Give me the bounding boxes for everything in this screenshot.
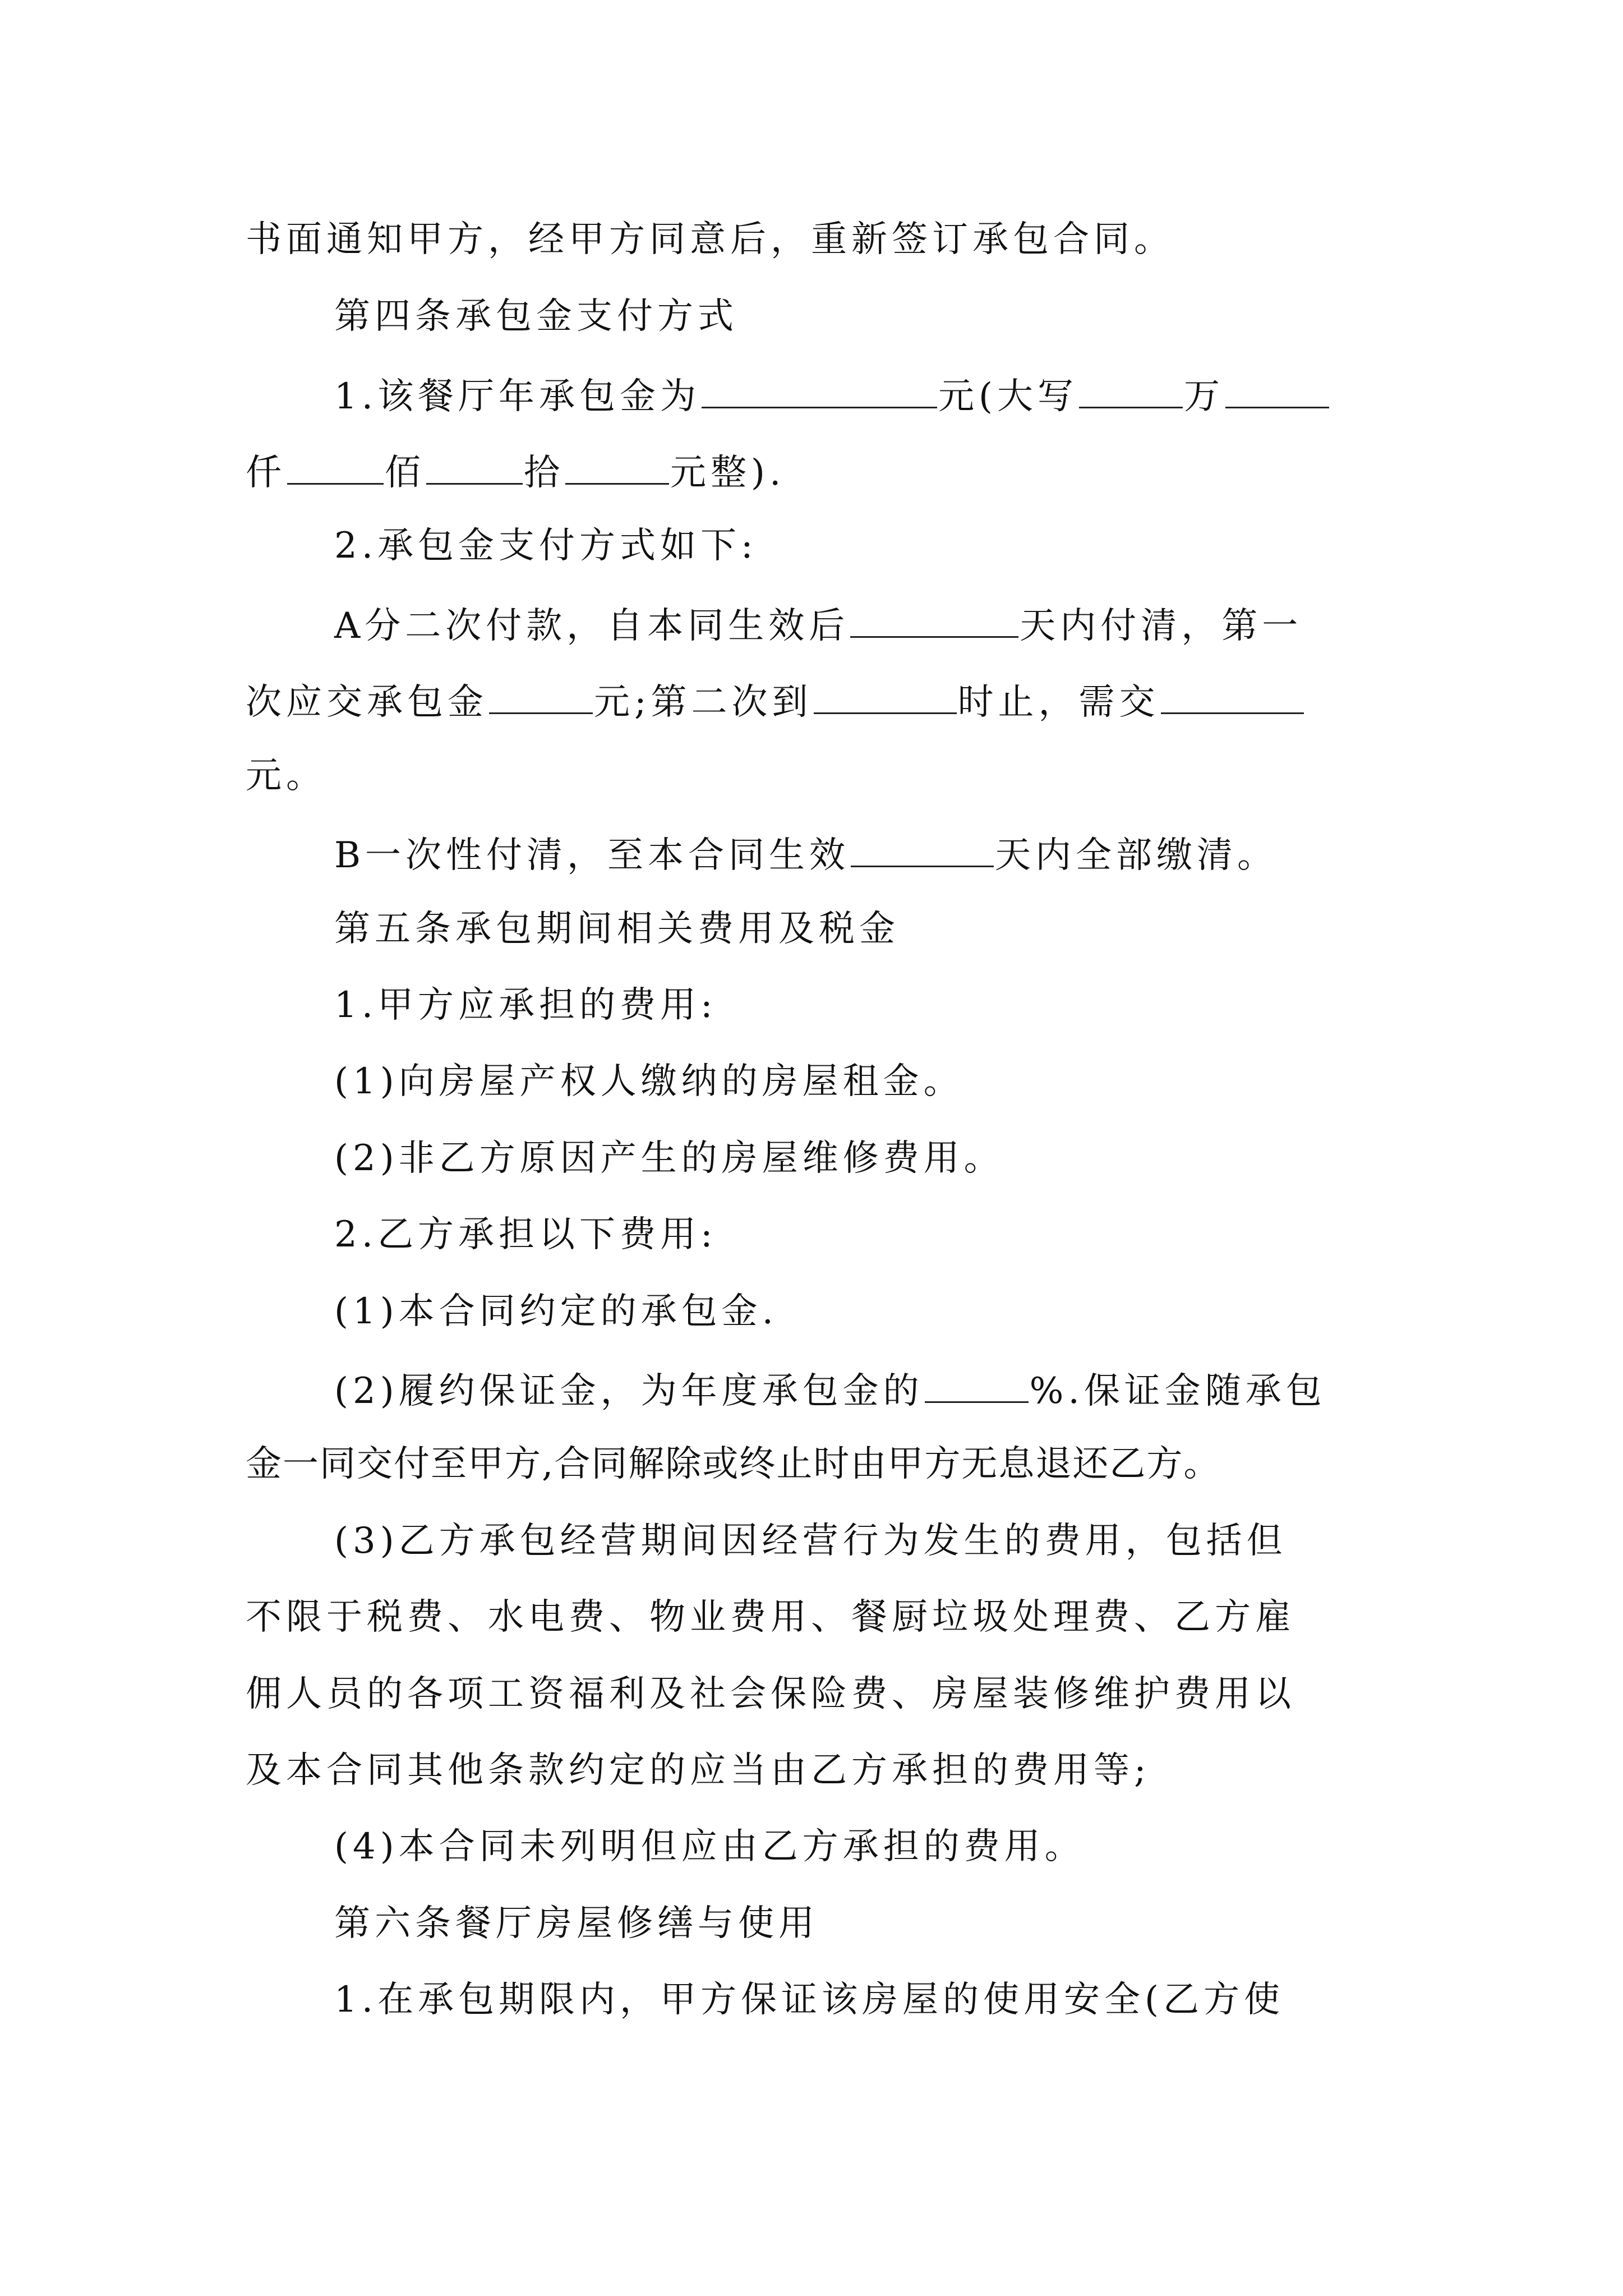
paragraph-line xyxy=(246,1752,1378,1793)
text-run: 1.甲方应承担的费用: xyxy=(334,984,717,1026)
article-heading xyxy=(334,1903,1383,1946)
text-run: (4)本合同未列明但应由乙方承担的费用。 xyxy=(334,1826,1085,1867)
text-run: (2)履约保证金，为年度承包金的 xyxy=(334,1370,924,1412)
paragraph-line xyxy=(246,755,1378,798)
paragraph-line xyxy=(246,452,1378,492)
paragraph-line xyxy=(334,1979,1383,2022)
text-run: 时止，需交 xyxy=(957,682,1160,723)
text-run: 第五条承包期间相关费用及税金 xyxy=(334,908,900,950)
text-run: 次应交承包金 xyxy=(246,682,488,723)
paragraph-line xyxy=(334,1370,1383,1410)
fill-in-blank[interactable] xyxy=(489,681,593,714)
text-run: 元(大写 xyxy=(938,376,1078,417)
text-run: 万 xyxy=(1184,376,1225,417)
text-run: 金一同交付至甲方,合同解除或终止时由甲方无息退还乙方。 xyxy=(246,1443,1221,1485)
fill-in-blank[interactable] xyxy=(1225,375,1329,408)
text-run: 不限于税费、水电费、物业费用、餐厨垃圾处理费、乙方雇 xyxy=(246,1596,1295,1638)
text-run: 2.乙方承担以下费用: xyxy=(334,1214,717,1255)
text-run: A分二次付款，自本同生效后 xyxy=(334,605,850,647)
text-run: 佰 xyxy=(385,452,425,494)
text-run: 元。 xyxy=(246,755,326,797)
text-run: %.保证金随承包 xyxy=(1029,1370,1326,1412)
text-run: B一次性付清，至本合同生效 xyxy=(334,835,850,876)
text-run: (1)向房屋产权人缴纳的房屋租金。 xyxy=(334,1061,964,1102)
text-run: 2.承包金支付方式如下: xyxy=(334,525,758,567)
text-run: 仟 xyxy=(246,452,286,494)
text-run: 1.在承包期限内，甲方保证该房屋的使用安全(乙方使 xyxy=(334,1979,1285,2021)
fill-in-blank[interactable] xyxy=(850,605,1018,638)
paragraph-line xyxy=(246,219,1378,262)
paragraph-line xyxy=(334,984,1383,1028)
text-run: (3)乙方承包经营期间因经营行为发生的费用，包括但 xyxy=(334,1520,1287,1562)
fill-in-blank[interactable] xyxy=(1161,681,1304,714)
text-run: 拾 xyxy=(524,452,564,494)
paragraph-line xyxy=(334,1061,1383,1104)
text-run: 及本合同其他条款约定的应当由乙方承担的费用等; xyxy=(246,1750,1151,1791)
text-run: (2)非乙方原因产生的房屋维修费用。 xyxy=(334,1138,1004,1179)
paragraph-line xyxy=(246,1673,1378,1717)
text-run: 元整). xyxy=(670,452,786,494)
text-run: 书面通知甲方，经甲方同意后，重新签订承包合同。 xyxy=(246,219,1174,260)
paragraph-line xyxy=(334,1140,1383,1181)
text-run: (1)本合同约定的承包金. xyxy=(334,1291,778,1332)
paragraph-line xyxy=(334,605,1383,645)
paragraph-line xyxy=(246,1443,1378,1487)
text-run: 1.该餐厅年承包金为 xyxy=(334,376,701,417)
fill-in-blank[interactable] xyxy=(814,681,957,714)
paragraph-line xyxy=(334,525,1383,568)
paragraph-line xyxy=(334,1520,1383,1563)
paragraph-line xyxy=(246,1596,1378,1640)
fill-in-blank[interactable] xyxy=(426,452,523,485)
fill-in-blank[interactable] xyxy=(851,834,994,867)
text-run: 佣人员的各项工资福利及社会保险费、房屋装修维护费用以 xyxy=(246,1673,1295,1715)
fill-in-blank[interactable] xyxy=(702,375,937,408)
article-heading xyxy=(334,908,1383,951)
paragraph-line xyxy=(334,1214,1383,1257)
text-run: 第六条餐厅房屋修缮与使用 xyxy=(334,1903,819,1944)
fill-in-blank[interactable] xyxy=(1079,375,1183,408)
paragraph-line xyxy=(334,1291,1383,1334)
fill-in-blank[interactable] xyxy=(287,452,384,485)
article-heading xyxy=(334,298,1383,339)
paragraph-line xyxy=(246,681,1378,721)
fill-in-blank[interactable] xyxy=(565,452,669,485)
text-run: 天内全部缴清。 xyxy=(995,835,1278,876)
paragraph-line xyxy=(334,375,1383,416)
paragraph-line xyxy=(334,834,1383,875)
text-run: 第四条承包金支付方式 xyxy=(334,296,738,337)
text-run: 天内付清，第一 xyxy=(1020,605,1303,647)
paragraph-line xyxy=(334,1826,1383,1869)
fill-in-blank[interactable] xyxy=(925,1370,1029,1403)
text-run: 元;第二次到 xyxy=(594,682,813,723)
